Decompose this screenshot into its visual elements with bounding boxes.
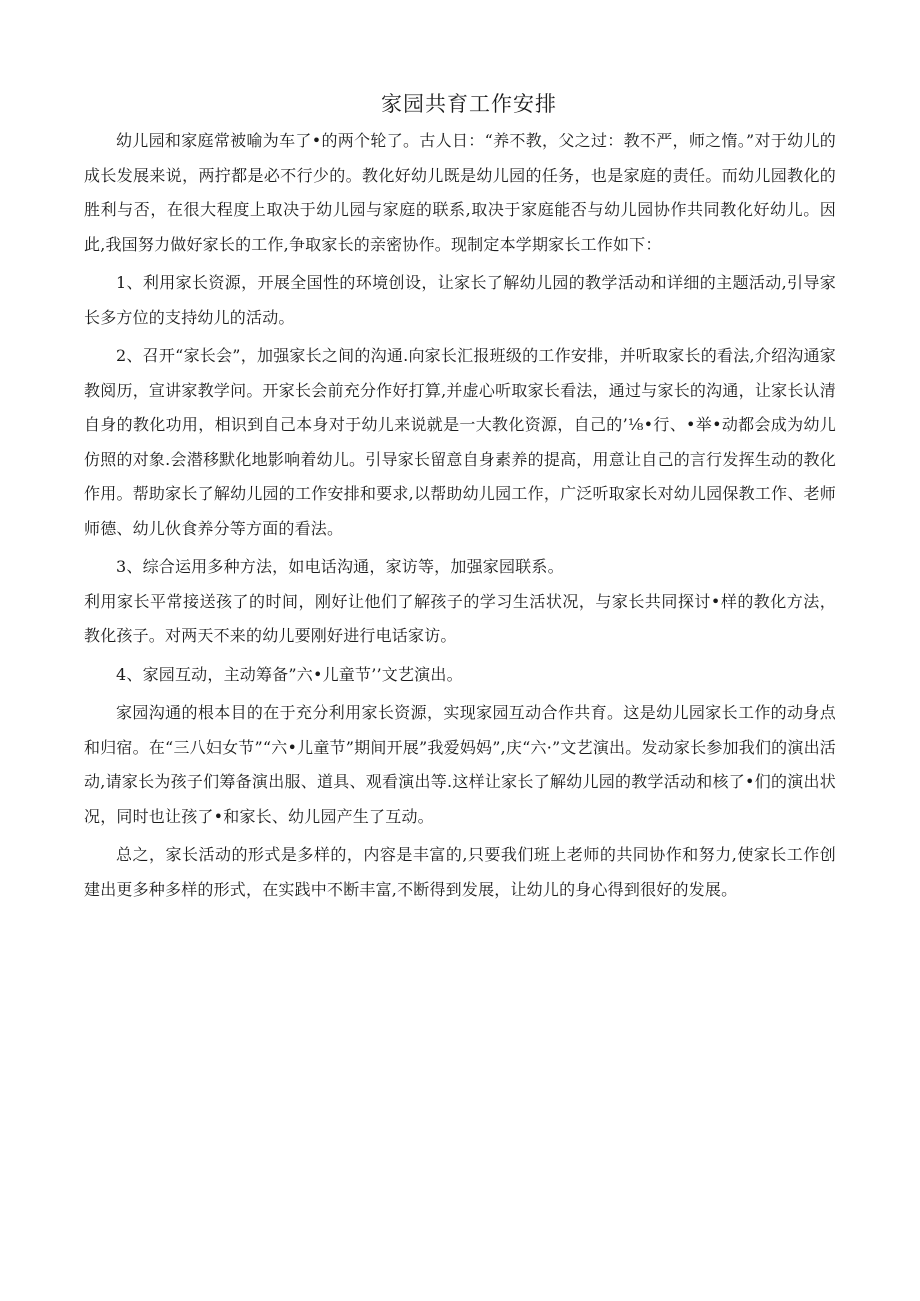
paragraph-item-4-detail: 家园沟通的根本目的在于充分利用家长资源，实现家园互动合作共育。这是幼儿园家长工作的动身点和归宿。在“三八妇女节”“六•儿童节”期间开展”我爱妈妈”,庆“六·”文艺演出。发动家长参加我们的演出活动,请家长为孩子们筹备演出服、道具、观看演出等.这样让家长了解幼儿园的教学活动和核了•们的演出状况，同时也让孩了•和家长、幼儿园产生了互动。 (84, 703, 836, 826)
paragraph-intro: 幼儿园和家庭常被喻为车了•的两个轮了。古人日：“养不教，父之过：教不严，师之惰。”对于幼儿的成长发展来说，两拧都是必不行少的。教化好幼儿既是幼儿园的任务，也是家庭的责任。而幼儿园教化的胜利与否，在很大程度上取决于幼儿园与家庭的联系,取决于家庭能否与幼儿园协作共同教化好幼儿。因此,我国努力做好家长的工作,争取家长的亲密协作。现制定本学期家长工作如下： (84, 131, 836, 254)
paragraph-item-3: 3、综合运用多种方法，如电话沟通，家访等，加强家园联系。 (116, 557, 564, 576)
paragraph-item-3-detail: 利用家长平常接送孩了的时间，刚好让他们了解孩子的学习生活状况，与家长共同探讨•样的教化方法，教化孩子。对两天不来的幼儿要刚好进行电话家访。 (84, 591, 836, 645)
paragraph-conclusion: 总之，家长活动的形式是多样的，内容是丰富的,只要我们班上老师的共同协作和努力,使家长工作创建出更多种多样的形式，在实践中不断丰富,不断得到发展，让幼儿的身心得到很好的发展。 (84, 845, 836, 899)
paragraph-item-2: 2、召开“家长会”，加强家长之间的沟通.向家长汇报班级的工作安排，并听取家长的看法,介绍沟通家教阅历，宣讲家教学问。开家长会前充分作好打算,并虚心听取家长看法，通过与家长的沟通，让家长认清自身的教化功用，相识到自己本身对于幼儿来说就是一大教化资源，自己的’⅛•行、•举•动都会成为幼儿仿照的对象.会潜移默化地影响着幼儿。引导家长留意自身素养的提高，用意让自己的言行发挥生动的教化作用。帮助家长了解幼儿园的工作安排和要求,以帮助幼儿园工作，广泛听取家长对幼儿园保教工作、老师师德、幼儿伙食养分等方面的看法。 (84, 346, 836, 538)
paragraph-item-1: 1、利用家长资源，开展全国性的环境创设，让家长了解幼儿园的教学活动和详细的主题活动,引导家长多方位的支持幼儿的活动。 (84, 273, 836, 327)
paragraph-item-4: 4、家园互动，主动筹备”六•儿童节’’文艺演出。 (116, 664, 463, 684)
document-title: 家园共育工作安排 (381, 92, 557, 116)
